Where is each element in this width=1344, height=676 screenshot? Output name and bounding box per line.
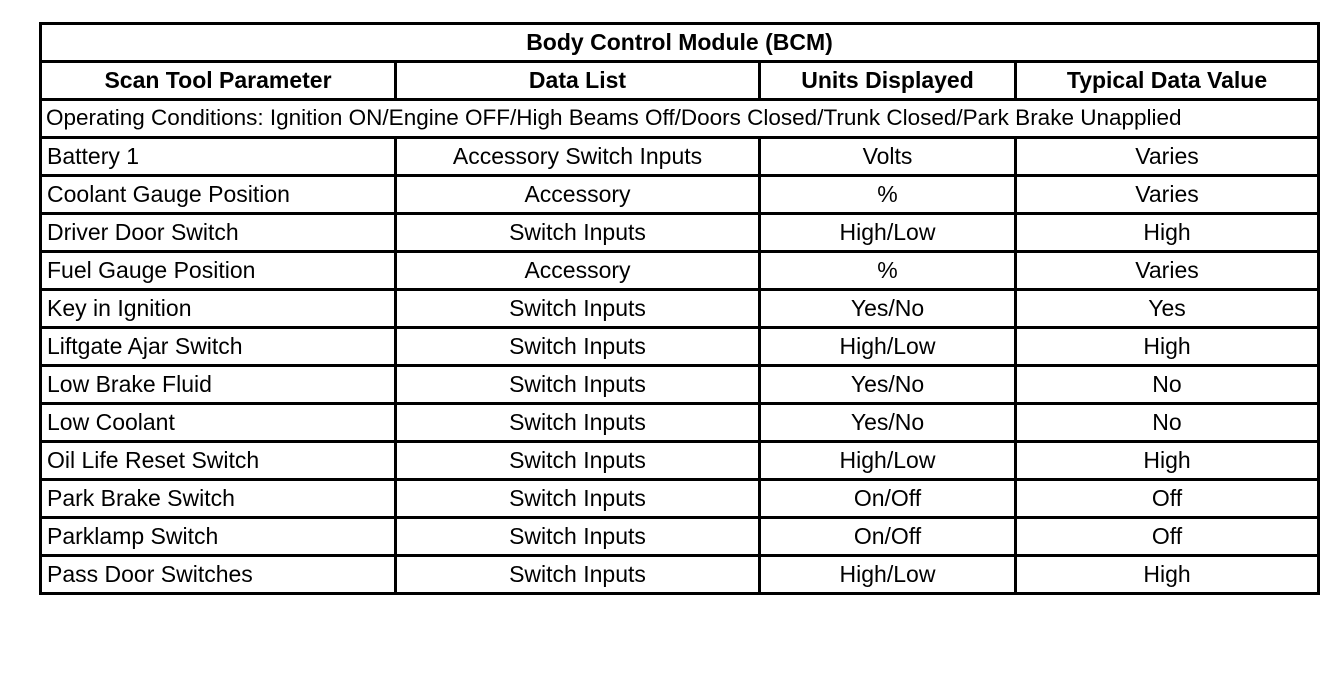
cell-typical-value: High (1016, 328, 1319, 366)
table-row (41, 518, 1319, 556)
cell-data-list: Switch Inputs (396, 214, 760, 252)
cell-typical-value: Varies (1016, 176, 1319, 214)
cell-data-list: Switch Inputs (396, 518, 760, 556)
table-row (41, 366, 1319, 404)
header-units-displayed: Units Displayed (760, 62, 1016, 100)
cell-typical-value: Yes (1016, 290, 1319, 328)
cell-data-list: Switch Inputs (396, 556, 760, 594)
cell-typical-value: No (1016, 404, 1319, 442)
header-typical-data-value: Typical Data Value (1016, 62, 1319, 100)
cell-data-list: Switch Inputs (396, 366, 760, 404)
cell-parameter: Park Brake Switch (41, 480, 396, 518)
cell-units: High/Low (760, 442, 1016, 480)
header-data-list: Data List (396, 62, 760, 100)
table-row (41, 404, 1319, 442)
operating-conditions-row (41, 100, 1319, 138)
cell-data-list: Switch Inputs (396, 404, 760, 442)
table-row (41, 480, 1319, 518)
cell-parameter: Pass Door Switches (41, 556, 396, 594)
table-row (41, 138, 1319, 176)
cell-units: High/Low (760, 214, 1016, 252)
cell-typical-value: High (1016, 442, 1319, 480)
cell-parameter: Low Brake Fluid (41, 366, 396, 404)
table-row (41, 290, 1319, 328)
cell-parameter: Coolant Gauge Position (41, 176, 396, 214)
cell-data-list: Accessory Switch Inputs (396, 138, 760, 176)
cell-typical-value: Off (1016, 518, 1319, 556)
cell-typical-value: High (1016, 214, 1319, 252)
cell-parameter: Key in Ignition (41, 290, 396, 328)
table-title: Body Control Module (BCM) (41, 24, 1319, 62)
cell-typical-value: Varies (1016, 138, 1319, 176)
table-row (41, 442, 1319, 480)
table-row (41, 252, 1319, 290)
cell-typical-value: Off (1016, 480, 1319, 518)
operating-conditions: Operating Conditions: Ignition ON/Engine OFF/High Beams Off/Doors Closed/Trunk Closed/Park Brake Unapplied (41, 100, 1319, 138)
table-header-row (41, 62, 1319, 100)
cell-parameter: Driver Door Switch (41, 214, 396, 252)
cell-typical-value: No (1016, 366, 1319, 404)
cell-parameter: Parklamp Switch (41, 518, 396, 556)
cell-data-list: Switch Inputs (396, 290, 760, 328)
cell-typical-value: Varies (1016, 252, 1319, 290)
header-scan-tool-parameter: Scan Tool Parameter (41, 62, 396, 100)
cell-units: High/Low (760, 328, 1016, 366)
cell-units: Yes/No (760, 404, 1016, 442)
cell-typical-value: High (1016, 556, 1319, 594)
cell-data-list: Accessory (396, 176, 760, 214)
cell-units: % (760, 176, 1016, 214)
cell-data-list: Switch Inputs (396, 442, 760, 480)
cell-units: Volts (760, 138, 1016, 176)
cell-units: High/Low (760, 556, 1016, 594)
table-body (41, 138, 1319, 594)
cell-data-list: Accessory (396, 252, 760, 290)
cell-units: On/Off (760, 518, 1016, 556)
cell-parameter: Battery 1 (41, 138, 396, 176)
bcm-data-table (39, 22, 1320, 595)
cell-parameter: Low Coolant (41, 404, 396, 442)
cell-units: Yes/No (760, 366, 1016, 404)
cell-data-list: Switch Inputs (396, 328, 760, 366)
cell-parameter: Liftgate Ajar Switch (41, 328, 396, 366)
table-row (41, 176, 1319, 214)
cell-units: On/Off (760, 480, 1016, 518)
cell-units: Yes/No (760, 290, 1016, 328)
cell-data-list: Switch Inputs (396, 480, 760, 518)
cell-units: % (760, 252, 1016, 290)
table-row (41, 328, 1319, 366)
table-row (41, 214, 1319, 252)
table-title-row (41, 24, 1319, 62)
table-row (41, 556, 1319, 594)
cell-parameter: Oil Life Reset Switch (41, 442, 396, 480)
cell-parameter: Fuel Gauge Position (41, 252, 396, 290)
